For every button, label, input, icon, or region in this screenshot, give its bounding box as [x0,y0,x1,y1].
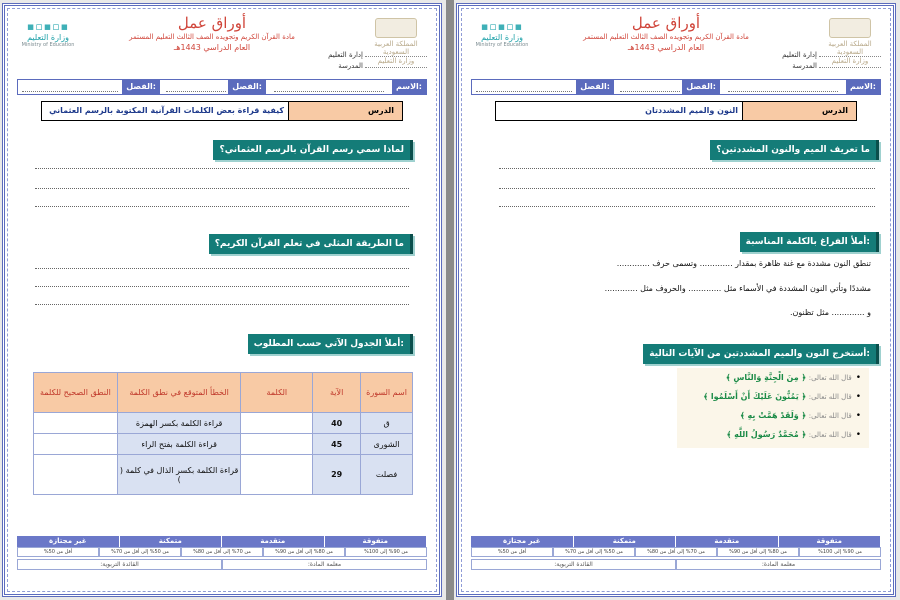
teacher-signature[interactable]: معلمة المادة: [676,559,881,570]
title-block [115,14,309,52]
crest-icon [375,18,417,38]
word-cell[interactable] [241,455,313,495]
page-header [15,14,429,74]
ministry-crest: المملكة العربية السعودية وزارة التعليم [819,18,881,65]
table-row: الشورى 45 قراءة الكلمة بفتح الراء [34,434,413,455]
answer-line[interactable] [499,206,875,207]
fill-line-3[interactable]: و ............. مثل تظنون. [789,308,871,317]
ayah-item: •قال الله تعالى: ﴿ وَلَقَدْ هَمَّتْ بِهِ ﴾ [740,411,861,421]
ayah-item: •قال الله تعالى: ﴿ مِنَ الْجِنَّةِ وَالنَّاسِ ﴾ [725,373,861,383]
table-row: ق 40 قراءة الكلمة بكسر الهمزة [34,413,413,434]
answer-line[interactable] [35,286,409,287]
page-title: أوراق عمل [631,14,701,32]
name-label: الاسم: [846,80,880,94]
school-year: العام الدراسي 1443هـ [627,43,705,52]
section-label: الفصل: [576,80,614,94]
name-bar [471,79,881,95]
correct-cell[interactable] [34,413,118,434]
leader-signature[interactable]: القائدة التربوية: [17,559,222,570]
section-label: الفصل: [122,80,160,94]
correct-cell[interactable] [34,434,118,455]
answer-line[interactable] [35,188,409,189]
moe-logo: ▪▫▪▫▪ وزارة التعليم Ministry of Education [473,20,531,48]
section-field[interactable] [22,83,118,92]
table-header-row: اسم السورة الآية الكلمة الخطأ المتوقع في نطق الكلمة النطق الصحيح للكلمة [34,373,413,413]
ministry-crest: المملكة العربية السعودية وزارة التعليم [365,18,427,65]
lesson-label: الدرس [288,102,402,120]
moe-logo: ▪▫▪▫▪ وزارة التعليم Ministry of Education [19,20,77,48]
ayat-box [677,368,869,448]
crest-icon [829,18,871,38]
answer-line[interactable] [35,168,409,169]
admin-fields: إدارة التعليم المدرسة [771,50,881,72]
admin-fields: إدارة التعليم المدرسة [317,50,427,72]
answer-line[interactable] [499,168,875,169]
bullet-icon: • [855,411,861,421]
leader-signature[interactable]: القائدة التربوية: [471,559,676,570]
question-1: لماذا سمي رسم القرآن بالرسم العثماني؟ [213,140,413,160]
question-3: أستخرج النون والميم المشددتين من الآيات التالية: [643,344,879,364]
class-field[interactable] [166,83,226,92]
question-1: ما تعريف الميم والنون المشددتين؟ [710,140,879,160]
worksheet-page-right [456,3,896,597]
word-cell[interactable] [241,413,313,434]
ayah-item: •قال الله تعالى: ﴿ مُحَمَّدٌ رَسُولُ اللَّهِ ﴾ [726,430,861,440]
title-block [569,14,763,52]
worksheet-page-left [2,3,442,597]
correct-cell[interactable] [34,455,118,495]
name-field[interactable] [274,83,384,92]
page-gutter [446,0,454,600]
section-field[interactable] [476,83,572,92]
subject-line: مادة القرآن الكريم وتجويده الصف الثالث التعليم المستمر [129,33,295,41]
answer-line[interactable] [35,304,409,305]
answer-line[interactable] [35,206,409,207]
bullet-icon: • [855,430,861,440]
class-label: الفصل: [682,80,720,94]
lesson-row [41,101,403,121]
lesson-value: كيفية قراءة بعض الكلمات القرآنية المكتوبة بالرسم العثماني [49,106,284,115]
page-header [469,14,883,74]
logo-icon: ▪▫▪▫▪ [26,20,70,33]
fill-line-2[interactable]: مشددًا وتأتي النون المشددة في الأسماء مثل ............. والحروف مثل ............. [604,284,871,293]
logo-icon: ▪▫▪▫▪ [480,20,524,33]
table-row: فصلت 29 قراءة الكلمة بكسر الذال في كلمة ( ) [34,455,413,495]
class-field[interactable] [620,83,680,92]
answer-line[interactable] [499,188,875,189]
teacher-signature[interactable]: معلمة المادة: [222,559,427,570]
bullet-icon: • [855,392,861,402]
grading-footer: متفوقة متقدمة متمكنة غير مجتازة من 90% إلى 100% من 80% إلى أقل من 90% من 70% إلى أقل من 80% من 50% إلى أقل من 70% أقل من 50% معلمة المادة: القائدة التربوية: [17,536,427,578]
name-label: الاسم: [392,80,426,94]
subject-line: مادة القرآن الكريم وتجويده الصف الثالث التعليم المستمر [583,33,749,41]
word-cell[interactable] [241,434,313,455]
name-field[interactable] [728,83,838,92]
question-3: أملأ الجدول الآتي حسب المطلوب: [248,334,413,354]
lesson-row [495,101,857,121]
lesson-label: الدرس [742,102,856,120]
answer-line[interactable] [35,268,409,269]
question-2: أملأ الفراغ بالكلمة المناسبة: [740,232,879,252]
ayah-item: •قال الله تعالى: ﴿ يَمُنُّونَ عَلَيْكَ أَنْ أَسْلَمُوا ﴾ [703,392,861,402]
words-table [33,372,413,495]
grading-footer: متفوقة متقدمة متمكنة غير مجتازة من 90% إلى 100% من 80% إلى أقل من 90% من 70% إلى أقل من 80% من 50% إلى أقل من 70% أقل من 50% معلمة المادة: القائدة التربوية: [471,536,881,578]
lesson-value: النون والميم المشددتان [645,106,738,115]
class-label: الفصل: [228,80,266,94]
page-title: أوراق عمل [177,14,247,32]
name-bar [17,79,427,95]
fill-line-1[interactable]: تنطق النون مشددة مع غنة ظاهرة بمقدار ............. وتسمى حرف ............. [616,259,871,268]
school-year: العام الدراسي 1443هـ [173,43,251,52]
question-2: ما الطريقة المثلى في تعلم القرآن الكريم؟ [209,234,413,254]
bullet-icon: • [855,373,861,383]
